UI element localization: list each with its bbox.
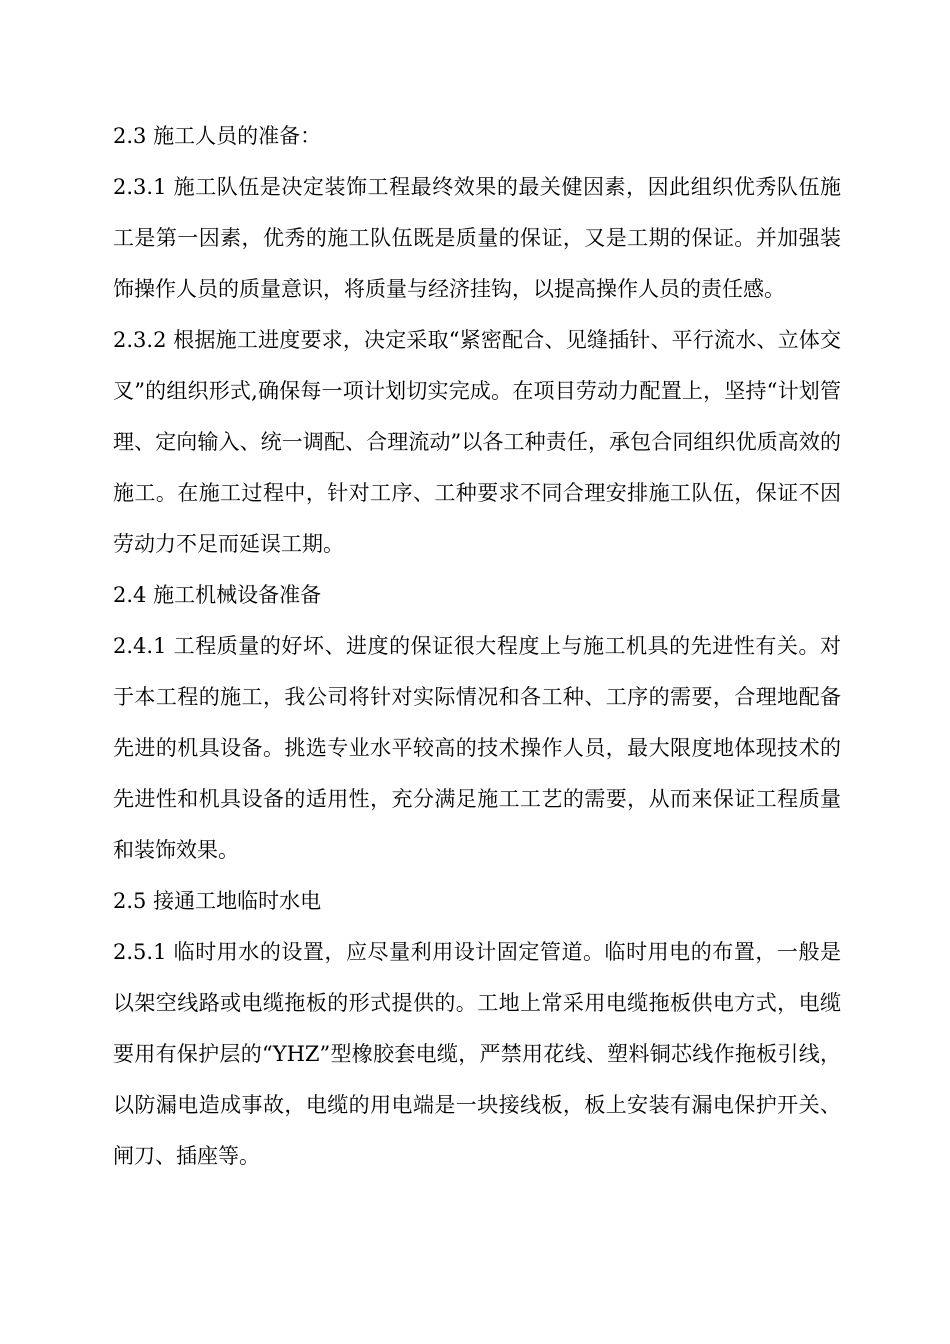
paragraph-2-3-2: 2.3.2 根据施工进度要求，决定采取“紧密配合、见缝插针、平行流水、立体交叉”的组织形式,确保每一项计划切实完成。在项目劳动力配置上，坚持“计划管理、定向输入、统一调配、合理流动”以各工种责任，承包合同组织优质高效的施工。在施工过程中，针对工序、工种要求不同合理安排施工队伍，保证不因劳动力不足而延误工期。 [113,328,841,556]
paragraph-2-4-1: 2.4.1 工程质量的好坏、进度的保证很大程度上与施工机具的先进性有关。对于本工程的施工，我公司将针对实际情况和各工种、工序的需要，合理地配备先进的机具设备。挑选专业水平较高的技术操作人员，最大限度地体现技术的先进性和机具设备的适用性，充分满足施工工艺的需要，从而来保证工程质量和装饰效果。 [113,634,841,862]
document-page [113,111,841,1182]
section-heading-2-5: 2.5 接通工地临时水电 [113,889,322,913]
section-heading-2-3: 2.3 施工人员的准备： [113,124,322,148]
section-heading-2-4: 2.4 施工机械设备准备 [113,583,322,607]
paragraph-2-5-1: 2.5.1 临时用水的设置，应尽量利用设计固定管道。临时用电的布置，一般是以架空线路或电缆拖板的形式提供的。工地上常采用电缆拖板供电方式，电缆要用有保护层的“YHZ”型橡胶套电缆，严禁用花线、塑料铜芯线作拖板引线，以防漏电造成事故，电缆的用电端是一块接线板，板上安装有漏电保护开关、闸刀、插座等。 [113,940,841,1168]
paragraph-2-3-1: 2.3.1 施工队伍是决定装饰工程最终效果的最关健因素，因此组织优秀队伍施工是第一因素，优秀的施工队伍既是质量的保证，又是工期的保证。并加强装饰操作人员的质量意识，将质量与经济挂钩，以提高操作人员的责任感。 [113,175,841,301]
